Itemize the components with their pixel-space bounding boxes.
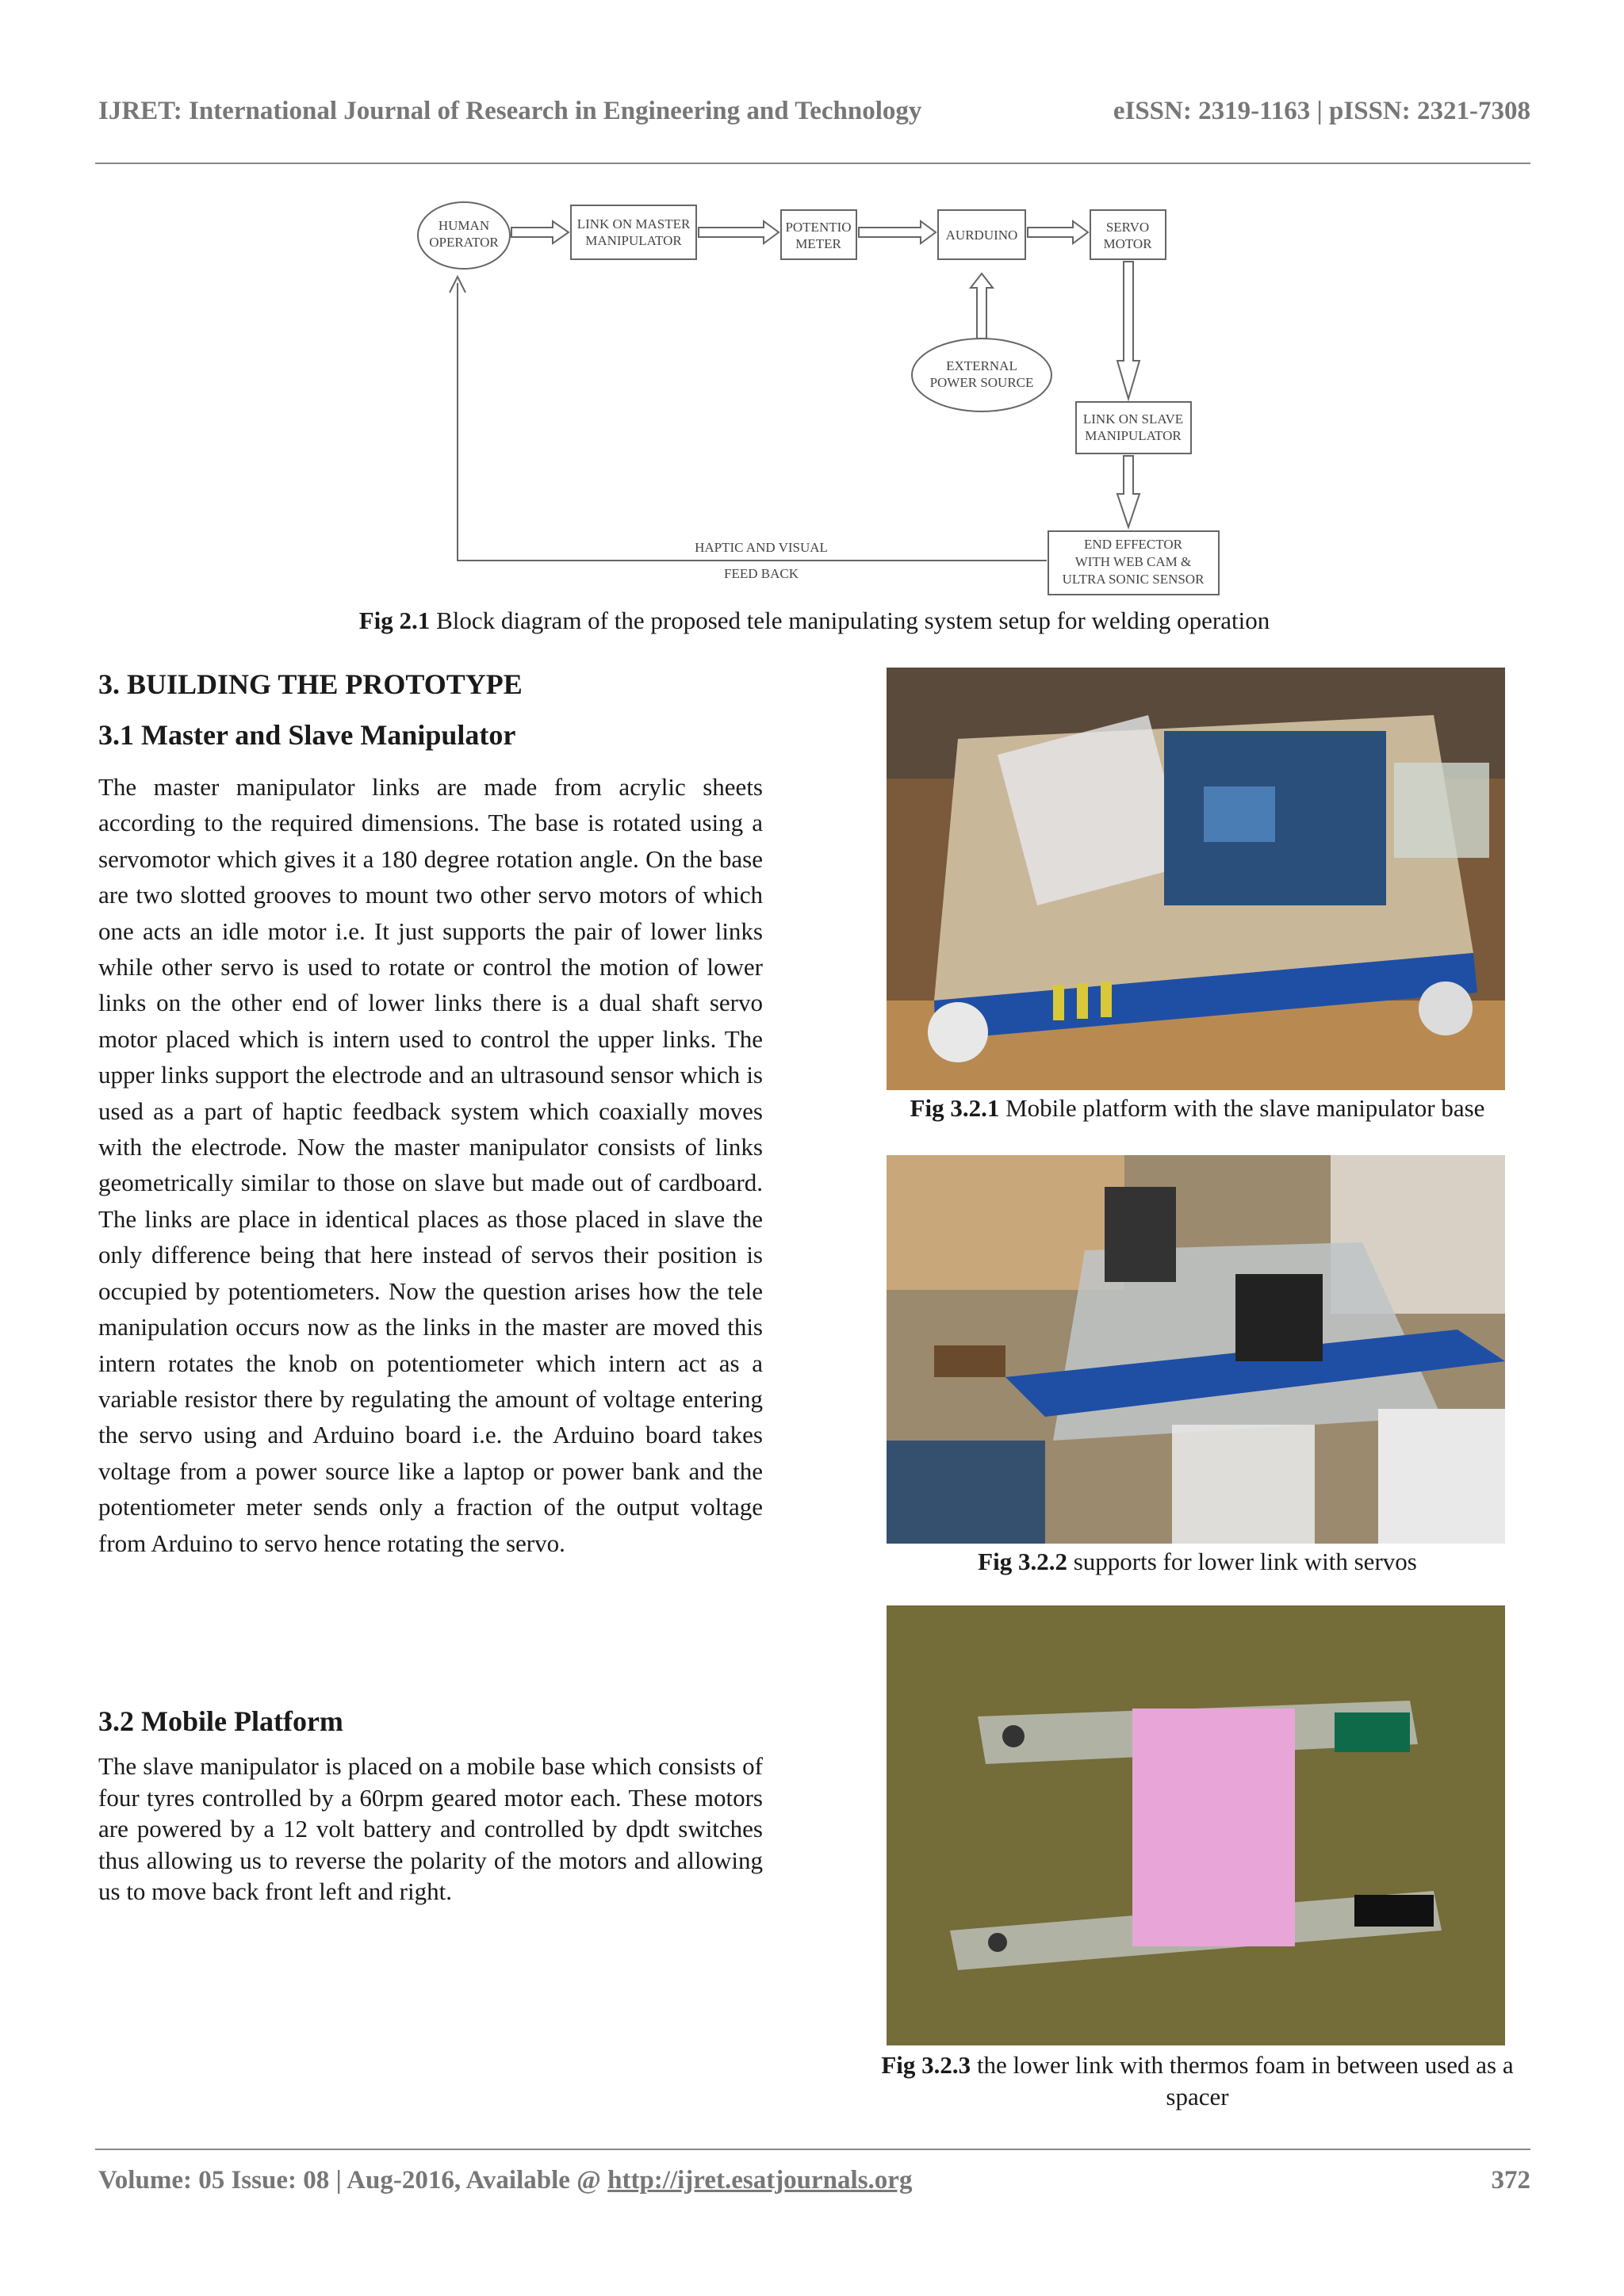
- label-effector-1: END EFFECTOR: [1084, 537, 1182, 552]
- feedback-line: [458, 283, 1047, 561]
- label-servo-1: SERVO: [1105, 220, 1150, 235]
- footer-volume: [98, 2166, 912, 2195]
- label-power-2: POWER SOURCE: [929, 375, 1034, 390]
- label-effector-2: WITH WEB CAM &: [1074, 554, 1192, 569]
- header-rule: [95, 163, 1530, 164]
- fig21-caption: [98, 605, 1530, 637]
- fig21-text: Block diagram of the proposed tele manipulating system setup for welding operation: [430, 607, 1270, 634]
- label-slave-1: LINK ON SLAVE: [1082, 411, 1184, 427]
- label-feedback-1: HAPTIC AND VISUAL: [695, 540, 828, 555]
- label-human: HUMAN: [438, 218, 490, 233]
- block-diagram: [408, 194, 1229, 603]
- fig321-label: Fig 3.2.1: [910, 1094, 1000, 1122]
- label-feedback-2: FEED BACK: [724, 566, 799, 581]
- fig322-caption: [864, 1546, 1530, 1578]
- section32-title: 3.2 Mobile Platform: [98, 1705, 343, 1737]
- arrow-pot-to-arduino: [859, 221, 936, 243]
- arrow-master-to-pot: [699, 221, 779, 243]
- issn: eISSN: 2319-1163 | pISSN: 2321-7308: [1113, 97, 1530, 125]
- label-power-1: EXTERNAL: [946, 358, 1017, 373]
- arrow-operator-to-master: [511, 221, 569, 243]
- page-number: 372: [1491, 2166, 1530, 2195]
- arrow-arduino-to-servo: [1028, 221, 1088, 243]
- label-pot-2: METER: [795, 236, 841, 251]
- section31-title: 3.1 Master and Slave Manipulator: [98, 719, 516, 751]
- journal-link[interactable]: http://ijret.esatjournals.org: [607, 2166, 913, 2195]
- label-arduino: AURDUINO: [945, 228, 1018, 243]
- footer-volume-text: Volume: 05 Issue: 08 | Aug-2016, Available @: [98, 2166, 608, 2195]
- footer-rule: [95, 2149, 1530, 2150]
- label-operator: OPERATOR: [429, 235, 499, 250]
- section31-paragraph: The master manipulator links are made from acrylic sheets according to the required dimensions. The base is rotated using a servomotor which gives it a 180 degree rotation angle. On the base are two slotted grooves to mount two other servo motors of which one acts an idle motor i.e. It just supports the pair of lower links while other servo is used to rotate or control the motion of lower links on the other end of lower links there is a dual shaft servo motor placed which is intern used to control the upper links. The upper links support the electrode and an ultrasound sensor which is used as a part of haptic feedback system which coaxially moves with the electrode. Now the master manipulator consists of links geometrically similar to those on slave but made out of cardboard. The links are place in identical places as those placed in slave the only difference being that here instead of servos their position is occupied by potentiometers. Now the question arises how the tele manipulation occurs now as the links in the master are moved this intern rotates the knob on potentiometer which intern act as a variable resistor there by regulating the amount of voltage entering the servo using and Arduino board i.e. the Arduino board takes voltage from a power source like a laptop or power bank and the potentiometer meter sends only a fraction of the output voltage from Arduino to servo hence rotating the servo.: [98, 773, 763, 1557]
- label-pot-1: POTENTIO: [785, 220, 852, 235]
- fig322-text: supports for lower link with servos: [1067, 1548, 1417, 1575]
- fig323-caption: [864, 2049, 1530, 2113]
- arrow-servo-to-slave: [1117, 262, 1139, 399]
- block-diagram-svg: [408, 194, 1229, 603]
- label-link-master-1: LINK ON MASTER: [576, 216, 691, 232]
- photo-lower-link-supports: [887, 1155, 1505, 1544]
- page-header: [98, 97, 1530, 136]
- label-link-master-2: MANIPULATOR: [585, 233, 682, 248]
- photo-mobile-platform: [887, 668, 1505, 1090]
- section32-paragraph: The slave manipulator is placed on a mobile base which consists of four tyres controlled by a 60rpm geared motor each. These motors are powered by a 12 volt battery and controlled by dpdt switches thus allowing us to reverse the polarity of the motors and allowing us to move back front left and right.: [98, 1752, 763, 1906]
- arrow-power-to-arduino: [971, 274, 993, 339]
- fig321-caption: [864, 1093, 1530, 1124]
- journal-title: IJRET: International Journal of Research in Engineering and Technology: [98, 97, 922, 125]
- fig321-text: Mobile platform with the slave manipulator base: [999, 1094, 1485, 1122]
- fig323-label: Fig 3.2.3: [881, 2051, 971, 2079]
- section3-title: 3. BUILDING THE PROTOTYPE: [98, 668, 523, 700]
- fig322-label: Fig 3.2.2: [978, 1548, 1067, 1575]
- label-effector-3: ULTRA SONIC SENSOR: [1062, 572, 1205, 587]
- fig21-label: Fig 2.1: [358, 607, 431, 634]
- fig323-text: the lower link with thermos foam in between used as a spacer: [971, 2051, 1514, 2110]
- label-servo-2: MOTOR: [1103, 236, 1152, 251]
- page-footer: [98, 2166, 1530, 2202]
- arrow-slave-to-effector: [1117, 456, 1139, 527]
- node-potentiometer: [781, 210, 856, 259]
- label-slave-2: MANIPULATOR: [1085, 428, 1182, 443]
- photo-lower-link-foam: [887, 1605, 1505, 2045]
- node-link-master: [571, 205, 696, 259]
- node-servo-motor: [1090, 210, 1166, 259]
